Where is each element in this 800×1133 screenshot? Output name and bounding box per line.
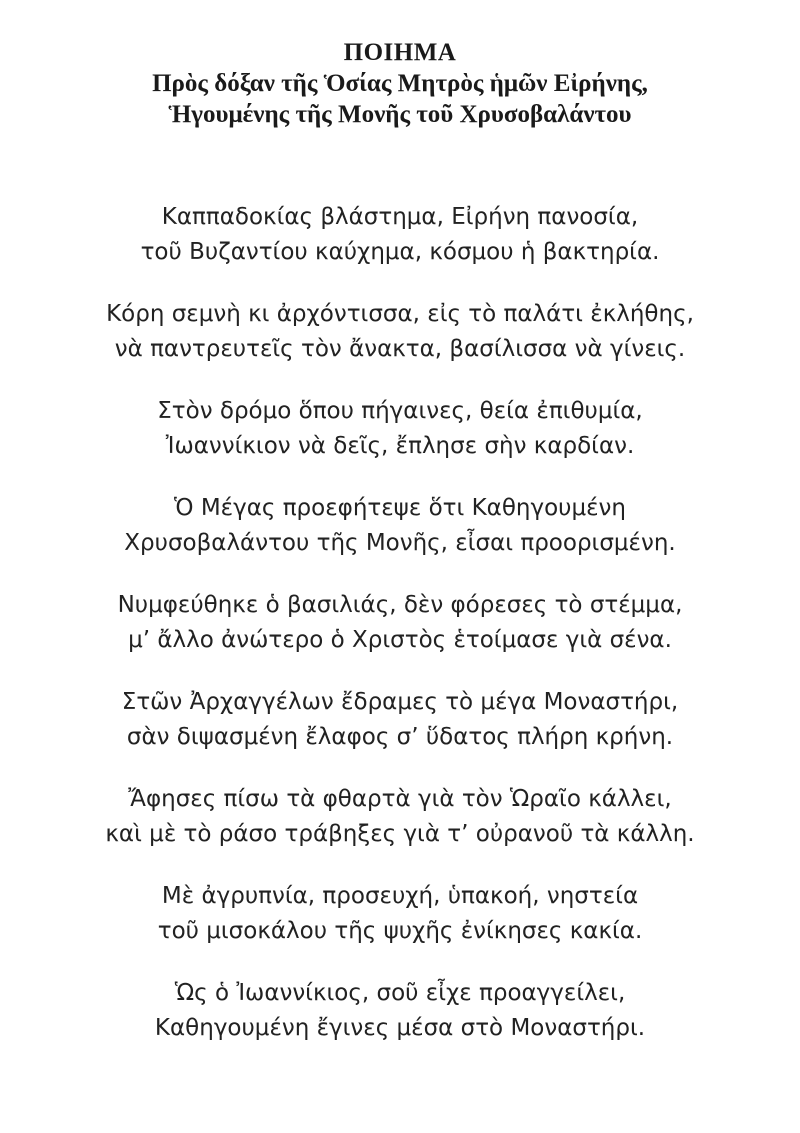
poem-line: Καθηγουμένη ἔγινες μέσα στὸ Μοναστήρι. [154,1015,646,1041]
poem-line: νὰ παντρευτεῖς τὸν ἄνακτα, βασίλισσα νὰ γίνεις. [114,336,686,362]
poem-line: Νυμφεύθηκε ὁ βασιλιάς, δὲν φόρεσες τὸ στέμμα, [117,592,683,618]
poem-line: Στῶν Ἀρχαγγέλων ἔδραμες τὸ μέγα Μοναστήρι, [121,689,679,715]
stanza [0,879,800,949]
poem-line: μ’ ἄλλο ἀνώτερο ὁ Χριστὸς ἑτοίμασε γιὰ σένα. [128,627,672,653]
poem-header [0,38,800,130]
poem-line: Καππαδοκίας βλάστημα, Εἰρήνη πανοσία, [161,204,639,230]
poem-subtitle-line-1: Πρὸς δόξαν τῆς Ὁσίας Μητρὸς ἡμῶν Εἰρήνης, [152,70,648,97]
poem-line: Μὲ ἀγρυπνία, προσευχή, ὑπακοή, νηστεία [161,883,639,909]
poem-line: Χρυσοβαλάντου τῆς Μονῆς, εἶσαι προορισμένη. [124,530,676,556]
stanza [0,491,800,561]
poem-line: Κόρη σεμνὴ κι ἀρχόντισσα, εἰς τὸ παλάτι ἐκλήθης, [106,301,694,327]
poem-subtitle-line-2: Ἡγουμένης τῆς Μονῆς τοῦ Χρυσοβαλάντου [168,101,632,128]
poem-line: Στὸν δρόμο ὅπου πήγαινες, θεία ἐπιθυμία, [157,398,643,424]
stanza [0,685,800,755]
stanza [0,976,800,1046]
poem-line: Ὁ Μέγας προεφήτεψε ὅτι Καθηγουμένη [174,495,626,521]
stanza [0,200,800,270]
poem-line: σὰν διψασμένη ἔλαφος σ’ ὕδατος πλήρη κρήνη. [126,724,674,750]
poem-title: ΠΟΙΗΜΑ [343,39,457,66]
stanza [0,297,800,367]
poem-line: καὶ μὲ τὸ ράσο τράβηξες γιὰ τ’ οὐρανοῦ τὰ κάλλη. [105,821,695,847]
poem-line: Ἄφησες πίσω τὰ φθαρτὰ γιὰ τὸν Ὡραῖο κάλλει, [128,786,672,812]
poem-line: Ὡς ὁ Ἰωαννίκιος, σοῦ εἶχε προαγγείλει, [174,980,626,1006]
poem-line: Ἰωαννίκιον νὰ δεῖς, ἔπλησε σὴν καρδίαν. [165,433,635,459]
poem-line: τοῦ μισοκάλου τῆς ψυχῆς ἐνίκησες κακία. [157,918,643,944]
stanza [0,588,800,658]
stanza [0,782,800,852]
poem-line: τοῦ Βυζαντίου καύχημα, κόσμου ἡ βακτηρία. [140,239,660,265]
poem-body [0,200,800,1073]
stanza [0,394,800,464]
